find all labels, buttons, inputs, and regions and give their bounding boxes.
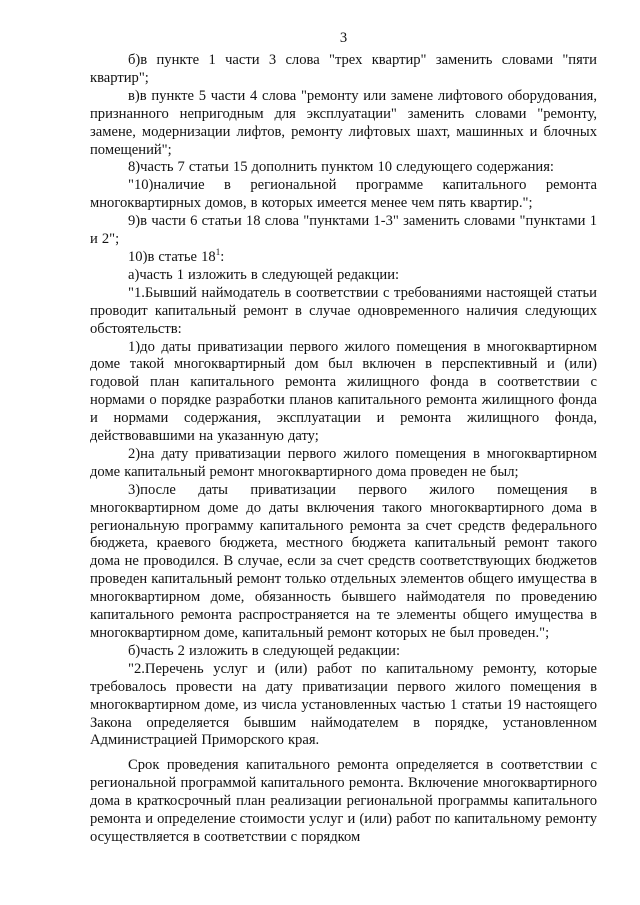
- paragraph-quote-10: "10)наличие в региональной программе капитального ремонта многоквартирных домов, в которых имеется менее чем пять квартир.";: [90, 177, 597, 212]
- article-superscript: 1: [215, 247, 221, 258]
- paragraph-point-9: 9)в части 6 статьи 18 слова "пунктами 1-3" заменить словами "пунктами 1 и 2";: [90, 213, 597, 248]
- paragraph-condition-3: 3)после даты приватизации первого жилого помещения в многоквартирном доме до даты включения такого многоквартирного дома в региональную программу капитального ремонта за счет средств федерального бюджета, краевого бюджета, местного бюджета капитальный ремонт такого дома не проводился. В случае, если за счет средств соответствующих бюджетов проведен капитальный ремонт только отдельных элементов общего имущества в многоквартирном доме, обязанность бывшего наймодателя по проведению капитального ремонта распространяется на те элементы общего имущества в многоквартирном доме, капитальный ремонт которых не был проведен.";: [90, 481, 597, 641]
- paragraph-part-2-heading: б)часть 2 изложить в следующей редакции:: [128, 642, 401, 659]
- document-page: [90, 28, 597, 847]
- paragraph-point-8: 8)часть 7 статьи 15 дополнить пунктом 10 следующего содержания:: [128, 159, 554, 176]
- article-line-prefix: 10)в статье 18: [128, 248, 216, 265]
- paragraph-point-10-article: [90, 249, 597, 267]
- paragraph-item-b-apartments: б)в пункте 1 части 3 слова "трех квартир" заменить словами "пяти квартир";: [90, 52, 597, 86]
- paragraph-item-v-elevators: в)в пункте 5 части 4 слова "ремонту или замене лифтового оборудования, признанного непригодным для эксплуатации" заменить словами "ремонту, замене, модернизации лифтов, ремонту лифтовых шахт, машинных и блочных помещений";: [90, 87, 597, 158]
- paragraph-condition-1: 1)до даты приватизации первого жилого помещения в многоквартирном доме такой многоквартирный дом был включен в перспективный и (или) годовой план капитального ремонта жилищного фонда в соответствии с нормами о порядке разработки планов капитального ремонта жилищного фонда и нормами содержания, эксплуатации и ремонта жилищного фонда, действовавшими на указанную дату;: [90, 338, 597, 445]
- paragraph-part-1-heading: а)часть 1 изложить в следующей редакции:: [128, 266, 400, 283]
- page-number: 3: [339, 30, 348, 46]
- paragraph-repair-term: Срок проведения капитального ремонта определяется в соответствии с региональной программой капитального ремонта. Включение многоквартирного дома в краткосрочный план реализации региональной программы капитального ремонта и определение стоимости услуг и (или) работ по капитальному ремонту осуществляется в соответствии с порядком: [90, 757, 597, 845]
- paragraph-part-1-text: "1.Бывший наймодатель в соответствии с требованиями настоящей статьи проводит капитальный ремонт в случае одновременного наличия следующих обстоятельств:: [90, 284, 597, 337]
- paragraph-condition-2: 2)на дату приватизации первого жилого помещения в многоквартирном доме капитальный ремонт многоквартирного дома проведен не был;: [90, 445, 597, 480]
- article-line-suffix: :: [220, 248, 225, 265]
- paragraph-part-2-text: "2.Перечень услуг и (или) работ по капитальному ремонту, которые требовалось провести на дату приватизации первого жилого помещения в многоквартирном доме, из числа установленных частью 1 статьи 19 настоящего Закона определяется бывшим наймодателем в порядке, установленном Администрацией Приморского края.: [90, 660, 597, 749]
